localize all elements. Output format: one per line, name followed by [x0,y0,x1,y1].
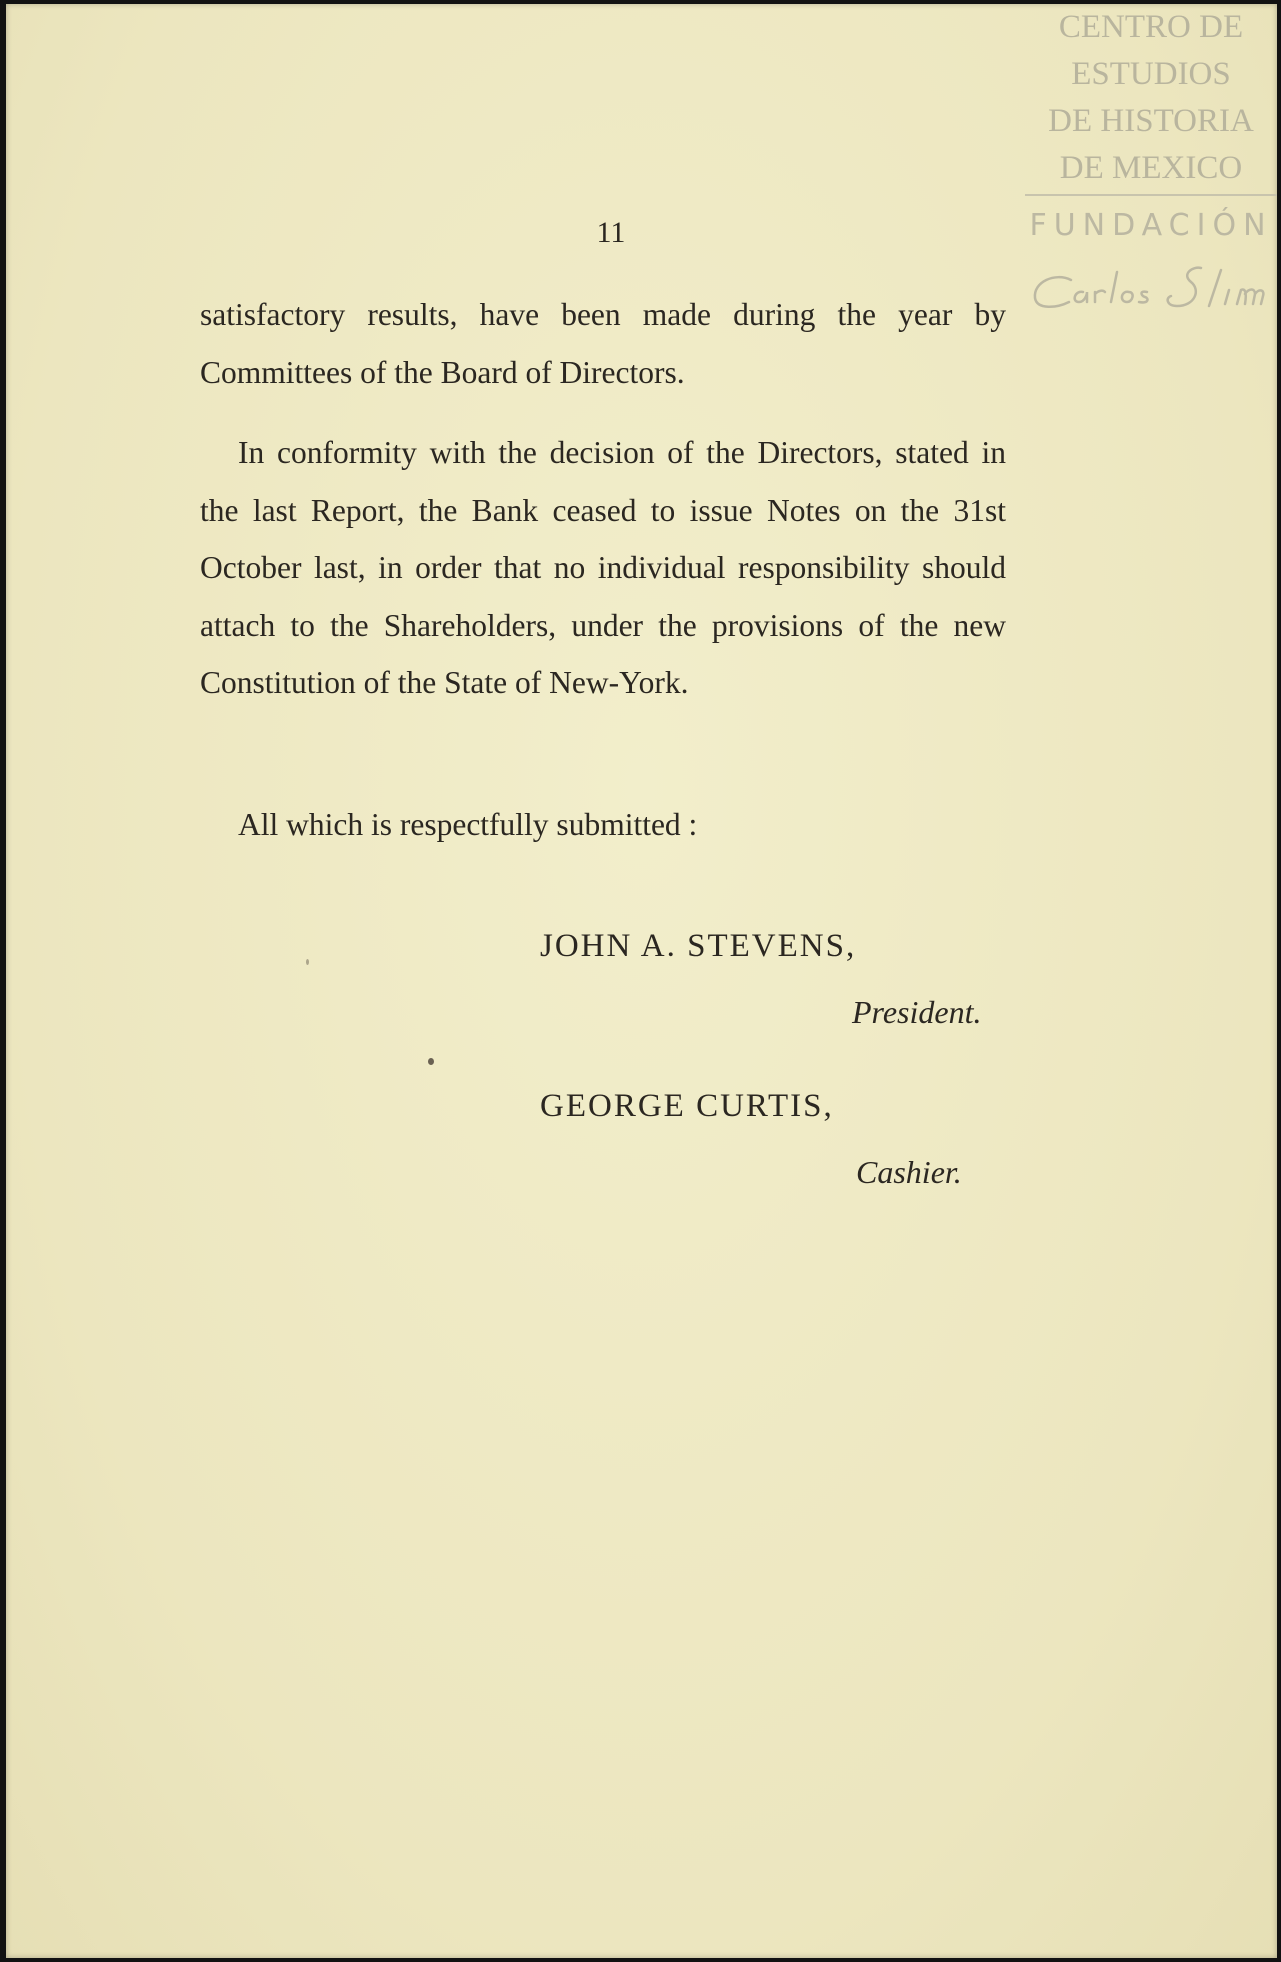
stamp-line: ESTUDIOS [1071,56,1231,92]
stamp-divider [1025,194,1277,196]
paragraph-3: All which is respectfully submitted : [238,807,698,842]
signatory-name-cashier: GEORGE CURTIS, [540,1088,834,1124]
ink-speck [428,1058,434,1065]
stamp-line: CENTRO DE [1058,9,1244,45]
signature-logo-icon [1025,262,1277,322]
ink-speck [306,959,309,965]
stamp-foundation: FUNDACIÓN [1029,208,1273,243]
page-number: 11 [596,216,626,249]
signatory-title-president: President. [852,994,982,1030]
signatory-name-president: JOHN A. STEVENS, [540,928,857,964]
paragraph-2: In conformity with the decision of the Directors, stated in the last Report, the Bank ceased to issue Notes on the 31st October last, in order that no individual responsibility should attach to the Shareholders, under the provisions of the new Constitution of the State of New-York. [200,435,1006,700]
stamp-line: DE HISTORIA [1048,103,1254,139]
archive-watermark-stamp [1025,4,1277,304]
paragraph-1: satisfactory results, have been made during the year by Committees of the Board of Directors. [200,297,1006,390]
signatory-title-cashier: Cashier. [856,1154,962,1190]
stamp-line: DE MEXICO [1059,150,1243,186]
